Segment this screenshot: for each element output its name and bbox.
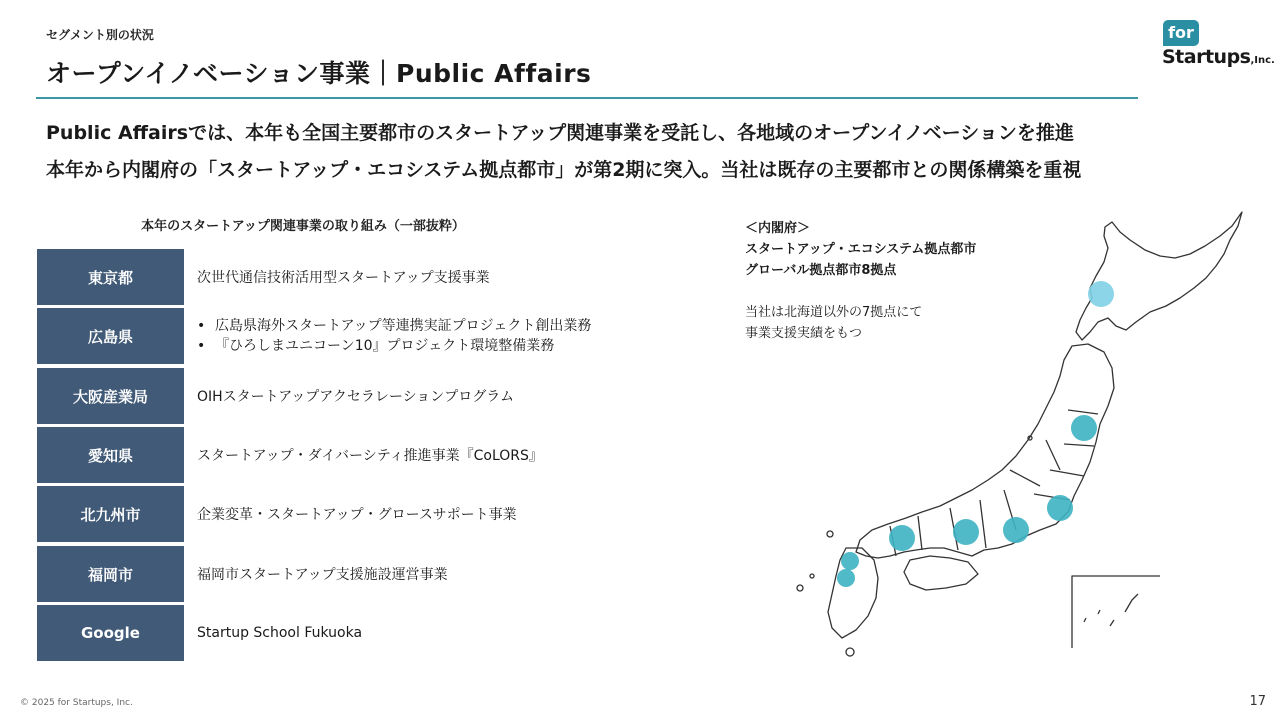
row-bullet: • 広島県海外スタートアップ等連携実証プロジェクト創出業務 xyxy=(197,316,637,336)
row-label: 東京都 xyxy=(37,249,184,305)
page-number: 17 xyxy=(1249,694,1266,709)
table-row xyxy=(37,368,597,424)
cabinet-line: スタートアップ・エコシステム拠点都市 xyxy=(745,242,977,257)
cabinet-line: グローバル拠点都市8拠点 xyxy=(745,263,897,278)
row-text: スタートアップ・ダイバーシティ推進事業『CoLORS』 xyxy=(197,448,543,464)
row-description xyxy=(197,249,637,305)
map-marker-kitakyushu xyxy=(841,552,859,570)
row-label: 広島県 xyxy=(37,308,184,364)
row-description xyxy=(197,546,637,602)
lead-line-2: 本年から内閣府の「スタートアップ・エコシステム拠点都市」が第2期に突入。当社は既存の主要都市との関係構築を重視 xyxy=(46,159,1082,181)
row-text: 福岡市スタートアップ支援施設運営事業 xyxy=(197,567,448,583)
shikoku-outline xyxy=(904,556,978,590)
row-label: Google xyxy=(37,605,184,661)
row-description xyxy=(197,368,637,424)
row-label: 北九州市 xyxy=(37,486,184,542)
row-text: 次世代通信技術活用型スタートアップ支援事業 xyxy=(197,270,490,286)
row-text: Startup School Fukuoka xyxy=(197,625,363,641)
row-description xyxy=(197,308,637,364)
honshu-outline xyxy=(856,344,1114,558)
table-row xyxy=(37,427,597,483)
map-marker-sendai xyxy=(1071,415,1097,441)
copyright: © 2025 for Startups, Inc. xyxy=(20,698,133,708)
row-label: 大阪産業局 xyxy=(37,368,184,424)
japan-map xyxy=(780,200,1260,670)
hokkaido-outline xyxy=(1076,212,1242,340)
page-title: オープンイノベーション事業｜Public Affairs xyxy=(46,59,592,88)
map-marker-hiroshima xyxy=(889,525,915,551)
map-marker-sapporo xyxy=(1088,281,1114,307)
logo-for-badge: for xyxy=(1163,20,1199,46)
table-heading: 本年のスタートアップ関連事業の取り組み（一部抜粋） xyxy=(141,219,465,234)
row-bullet: • 『ひろしまユニコーン10』プロジェクト環境整備業務 xyxy=(197,336,637,356)
map-marker-nagoya xyxy=(1003,517,1029,543)
table-row xyxy=(37,308,597,364)
row-label: 福岡市 xyxy=(37,546,184,602)
table-row xyxy=(37,249,597,305)
section-label: セグメント別の状況 xyxy=(46,28,154,42)
map-marker-osaka xyxy=(953,519,979,545)
row-description xyxy=(197,427,637,483)
row-text: 企業変革・スタートアップ・グロースサポート事業 xyxy=(197,507,517,523)
lead-line-1: Public Affairsでは、本年も全国主要都市のスタートアップ関連事業を受託し、各地域のオープンイノベーションを推進 xyxy=(46,122,1074,144)
row-description xyxy=(197,605,637,661)
logo-wordmark xyxy=(1162,46,1275,68)
row-text: OIHスタートアップアクセラレーションプログラム xyxy=(197,389,515,405)
note-line: 事業支援実績をもつ xyxy=(745,326,863,341)
title-divider xyxy=(36,97,1138,99)
note-line: 当社は北海道以外の7拠点にて xyxy=(745,305,923,320)
row-description xyxy=(197,486,637,542)
okinawa-inset-frame xyxy=(1072,576,1160,648)
table-row xyxy=(37,486,597,542)
map-marker-tokyo xyxy=(1047,495,1073,521)
logo-word: Startups xyxy=(1162,46,1251,68)
table-row xyxy=(37,546,597,602)
table-row xyxy=(37,605,597,661)
logo-suffix: ,Inc. xyxy=(1250,55,1275,66)
cabinet-line: ＜内閣府＞ xyxy=(745,221,811,236)
row-label: 愛知県 xyxy=(37,427,184,483)
company-logo xyxy=(1160,16,1275,72)
map-marker-fukuoka xyxy=(837,569,855,587)
